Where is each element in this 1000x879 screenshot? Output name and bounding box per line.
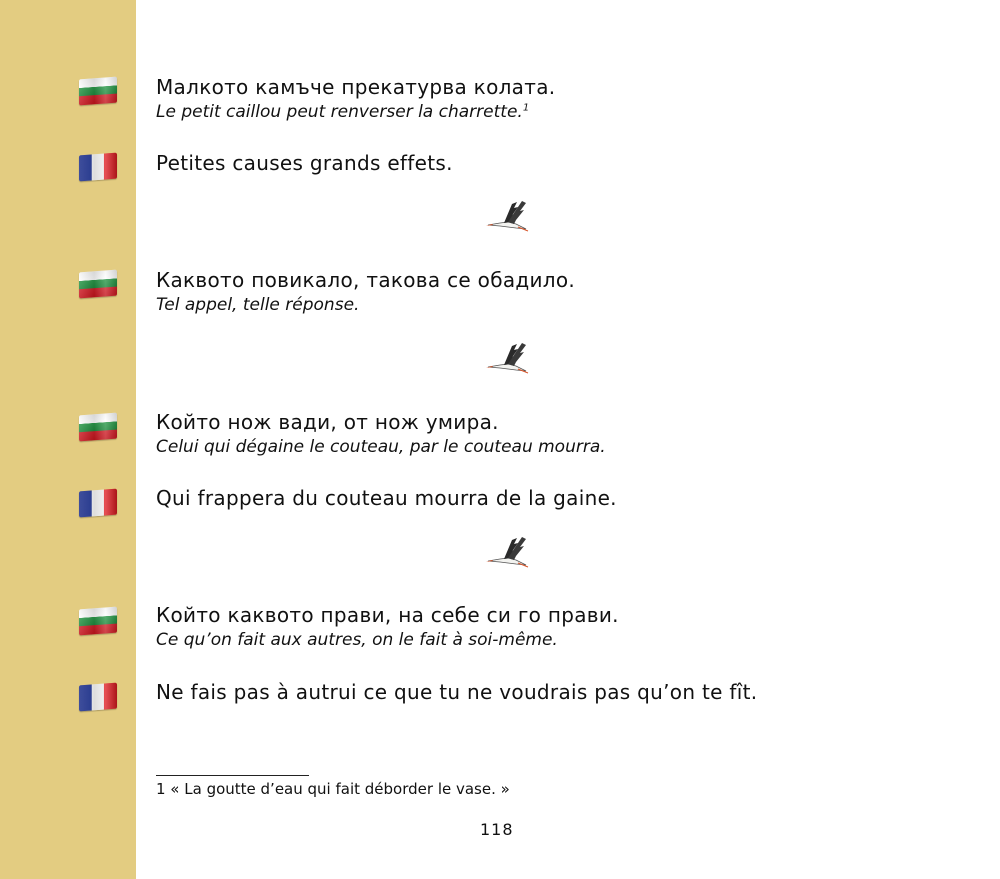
page-margin-band [0, 0, 136, 879]
proverb-french-equivalent: Ne fais pas à autrui ce que tu ne voudrais pas qu’on te fît. [156, 680, 758, 704]
bulgaria-flag-icon [79, 270, 117, 299]
proverb-french-literal: Celui qui dégaine le couteau, par le couteau mourra. [156, 437, 606, 457]
footnote-ref: 1 [522, 102, 530, 114]
bulgaria-flag-icon [79, 77, 117, 106]
footnote-separator [156, 775, 309, 776]
proverb-french-literal: Ce qu’on fait aux autres, on le fait à soi-même. [156, 630, 558, 650]
stork-icon [486, 340, 530, 376]
proverb-bulgarian: Малкото камъче прекатурва колата. [156, 75, 556, 99]
proverb-french-literal: Le petit caillou peut renverser la charrette.$^1$ [156, 102, 530, 122]
stork-icon [486, 198, 530, 234]
stork-icon [486, 534, 530, 570]
footnote: 1 « La goutte d’eau qui fait déborder le vase. » [156, 780, 510, 798]
proverb-french-literal: Tel appel, telle réponse. [156, 295, 360, 315]
bulgaria-flag-icon [79, 413, 117, 442]
proverb-bulgarian: Който каквото прави, на себе си го прави. [156, 603, 619, 627]
proverb-bulgarian: Каквото повикало, такова се обадило. [156, 268, 576, 292]
france-flag-icon [79, 683, 117, 712]
france-flag-icon [79, 489, 117, 518]
bulgaria-flag-icon [79, 607, 117, 636]
france-flag-icon [79, 153, 117, 182]
proverb-french-equivalent: Petites causes grands effets. [156, 151, 453, 175]
page-number: 118 [480, 820, 514, 839]
proverb-french-equivalent: Qui frappera du couteau mourra de la gaine. [156, 486, 617, 510]
proverb-bulgarian: Който нож вади, от нож умира. [156, 410, 499, 434]
